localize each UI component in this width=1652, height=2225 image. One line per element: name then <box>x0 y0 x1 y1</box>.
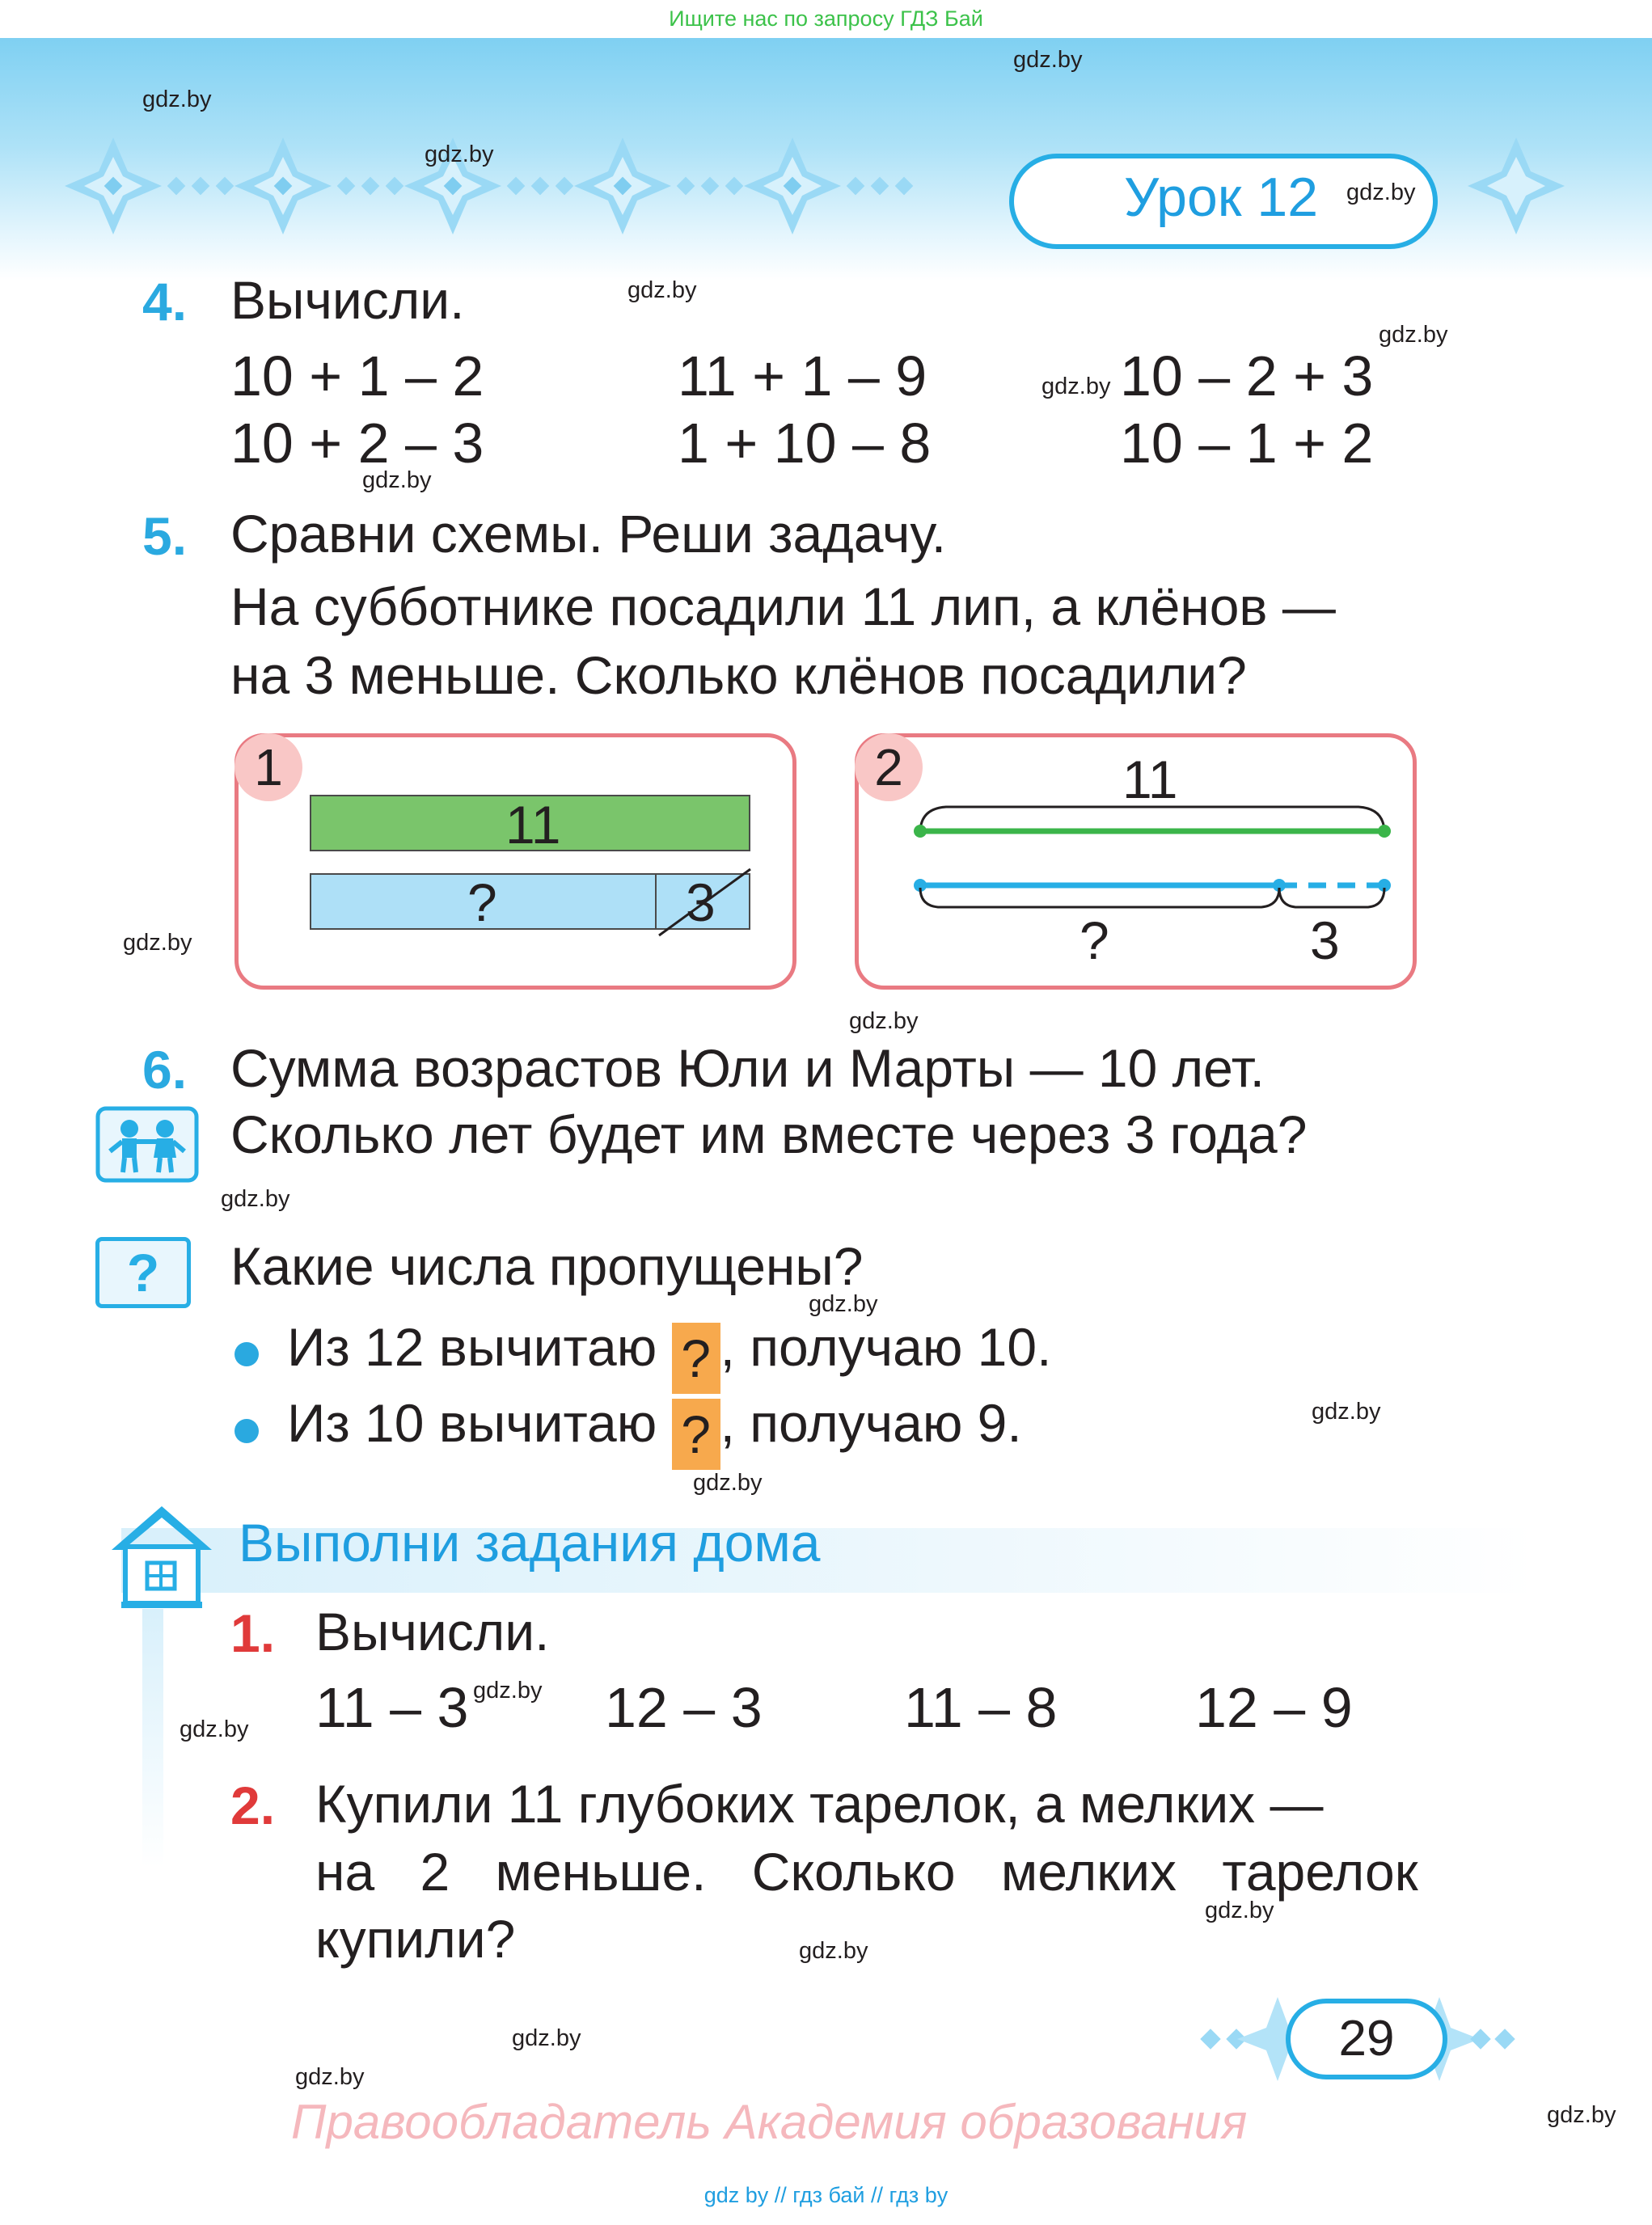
task-number: 1. <box>230 1603 276 1663</box>
watermark: gdz.by <box>849 1008 919 1034</box>
watermark: gdz.by <box>512 2025 581 2051</box>
puzzle-title: Какие числа пропущены? <box>230 1236 864 1296</box>
missing-number-box: ? <box>672 1399 720 1470</box>
task-title: Сравни схемы. Реши задачу. <box>230 504 947 564</box>
expression: 11 – 8 <box>904 1676 1058 1739</box>
task-text: На субботнике посадили 11 лип, а клёнов — <box>230 576 1336 636</box>
bar-label: 11 <box>505 795 561 855</box>
expression: 1 + 10 – 8 <box>678 412 932 475</box>
expression: 12 – 3 <box>605 1676 763 1739</box>
expression: 10 – 1 + 2 <box>1120 412 1374 475</box>
expression: 11 – 3 <box>315 1676 469 1739</box>
watermark: gdz.by <box>799 1938 868 1964</box>
task-text: Сколько лет будет им вместе через 3 года? <box>230 1104 1308 1164</box>
puzzle-item-text: Из 10 вычитаю <box>287 1393 657 1453</box>
task-text: на 2 меньше. Сколько мелких тарелок <box>315 1842 1418 1902</box>
scheme-badge: 1 <box>234 733 302 801</box>
expression: 12 – 9 <box>1195 1676 1353 1739</box>
watermark: gdz.by <box>1379 322 1448 348</box>
top-banner <box>0 0 1652 38</box>
task-title: Вычисли. <box>315 1602 550 1661</box>
watermark: gdz.by <box>180 1716 249 1742</box>
watermark: gdz.by <box>693 1470 763 1496</box>
strike-line-icon <box>655 867 752 938</box>
task-text: купили? <box>315 1909 516 1969</box>
expression: 10 – 2 + 3 <box>1120 344 1374 407</box>
task-number: 6. <box>142 1040 188 1100</box>
unknown-label: ? <box>467 872 497 932</box>
lesson-title: Урок 12 <box>1124 167 1319 228</box>
homework-side-bar <box>142 1609 163 1868</box>
question-icon: ? <box>95 1237 191 1308</box>
task-number: 4. <box>142 272 188 331</box>
task-title: Вычисли. <box>230 270 465 330</box>
crossed-part-label: 3 <box>686 872 716 932</box>
expression: 10 + 1 – 2 <box>230 344 484 407</box>
watermark: gdz.by <box>1312 1399 1381 1425</box>
watermark: gdz.by <box>295 2064 365 2090</box>
missing-number-box: ? <box>672 1323 720 1394</box>
watermark: gdz.by <box>473 1678 543 1704</box>
watermark: gdz.by <box>123 930 192 956</box>
segment-label: 11 <box>1122 749 1178 809</box>
homework-title: Выполни задания дома <box>239 1513 821 1573</box>
watermark: gdz.by <box>1346 179 1416 205</box>
puzzle-item-text: Из 12 вычитаю <box>287 1317 657 1377</box>
expression: 11 + 1 – 9 <box>678 344 927 407</box>
pair-work-icon <box>95 1106 199 1183</box>
watermark: gdz.by <box>1547 2102 1616 2128</box>
watermark: gdz.by <box>1013 47 1083 73</box>
top-banner-text: Ищите нас по запросу ГДЗ Бай <box>669 6 983 31</box>
task-number: 5. <box>142 506 188 566</box>
bullet-icon <box>234 1342 259 1366</box>
footer-links: gdz by // гдз бай // гдз by <box>703 2183 949 2207</box>
watermark: gdz.by <box>1041 374 1111 399</box>
copyright-text: Правообладатель Академия образования <box>291 2095 1248 2149</box>
watermark: gdz.by <box>1205 1898 1274 1923</box>
bullet-icon <box>234 1419 259 1443</box>
task-number: 2. <box>230 1775 276 1835</box>
watermark: gdz.by <box>221 1186 290 1212</box>
ornament-star-right-icon <box>1468 137 1565 234</box>
ornament-icon <box>65 137 987 234</box>
expression: 10 + 2 – 3 <box>230 412 484 475</box>
puzzle-item-text: , получаю 10. <box>720 1317 1052 1377</box>
watermark: gdz.by <box>425 141 494 167</box>
task-text: Сумма возрастов Юли и Марты — 10 лет. <box>230 1038 1265 1098</box>
task-text: на 3 меньше. Сколько клёнов посадили? <box>230 645 1247 705</box>
watermark: gdz.by <box>362 467 432 493</box>
scheme-1-panel <box>234 733 796 990</box>
watermark: gdz.by <box>142 87 212 112</box>
task-text: Купили 11 глубоких тарелок, а мелких — <box>315 1774 1324 1834</box>
page-number: 29 <box>1286 1999 1447 2079</box>
watermark: gdz.by <box>627 277 697 303</box>
unknown-label: ? <box>1080 910 1109 970</box>
puzzle-item-text: , получаю 9. <box>720 1393 1022 1453</box>
house-icon <box>105 1500 218 1613</box>
watermark: gdz.by <box>809 1291 878 1317</box>
part-label: 3 <box>1310 910 1340 970</box>
scheme-badge: 2 <box>855 733 923 801</box>
puzzle-item <box>287 1392 1022 1470</box>
puzzle-item <box>287 1316 1051 1394</box>
